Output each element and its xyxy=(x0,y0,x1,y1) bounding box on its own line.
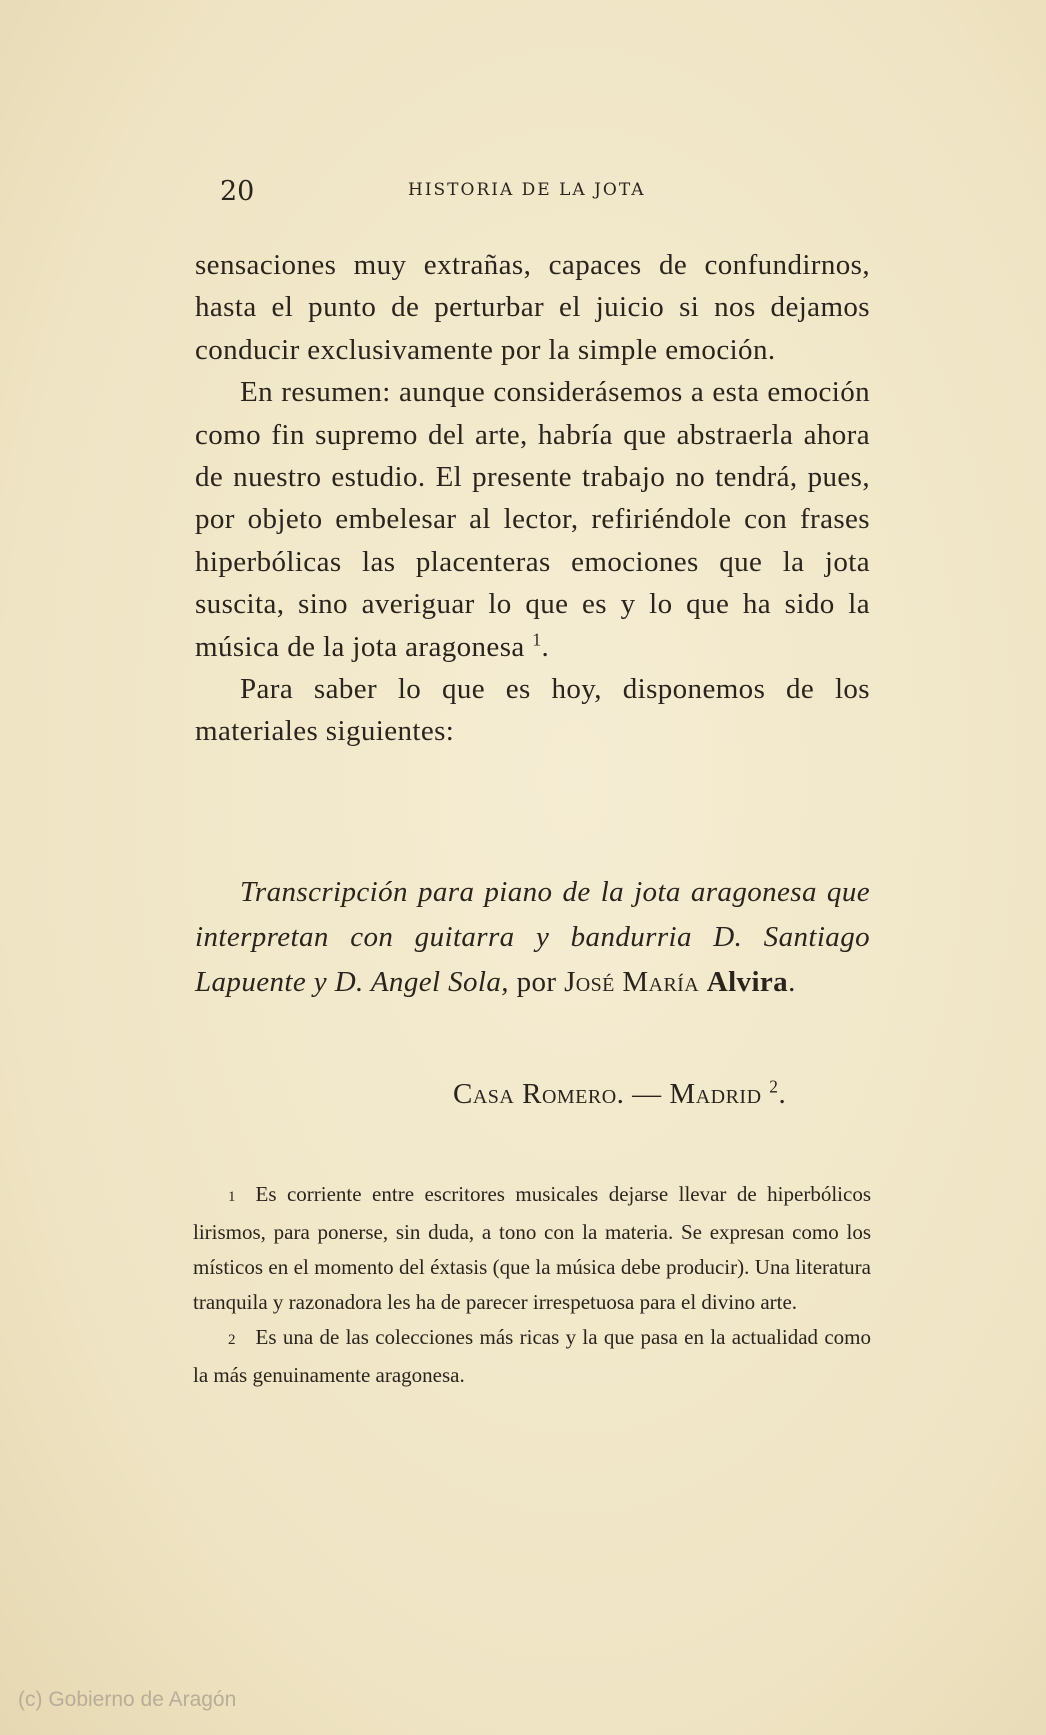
citation-author-last: Alvira xyxy=(706,966,789,998)
publisher-text: Casa Romero. — Madrid xyxy=(453,1078,762,1110)
bibliographic-citation xyxy=(195,870,870,1005)
citation-title: Transcripción para piano de la jota aragonesa que interpretan con guitarra y bandurria D. Santiago Lapuente y D. Angel Sola, xyxy=(195,876,870,998)
footnote-2-text: Es una de las colecciones más ricas y la que pasa en la actualidad como la más genuinamente aragonesa. xyxy=(193,1325,871,1387)
body-text xyxy=(195,244,870,753)
publisher-line xyxy=(453,1078,786,1111)
footnote-1 xyxy=(193,1177,871,1320)
running-title: HISTORIA DE LA JOTA xyxy=(408,180,646,200)
publisher-end: . xyxy=(778,1078,787,1110)
paragraph-2-end: . xyxy=(541,630,550,663)
footnotes xyxy=(193,1177,871,1393)
citation-end: . xyxy=(788,966,796,998)
citation-line xyxy=(195,870,870,1005)
citation-author-first: José María xyxy=(564,966,700,998)
footnote-2 xyxy=(193,1320,871,1393)
paragraph-2 xyxy=(195,371,870,668)
footnote-2-number: 2 xyxy=(228,1332,236,1348)
copyright-watermark: (c) Gobierno de Aragón xyxy=(18,1688,237,1711)
paragraph-1: sensaciones muy extrañas, capaces de confundirnos, hasta el punto de perturbar el juicio si nos dejamos conducir exclusivamente por la simple emoción. xyxy=(195,249,870,366)
footnote-1-text: Es corriente entre escritores musicales dejarse llevar de hiperbólicos lirismos, para ponerse, sin duda, a tono con la materia. Se expresan como los místicos en el momento del éxtasis (que la música debe producir). Una literatura tranquila y razonadora les ha de parecer irrespetuosa para el divino arte. xyxy=(193,1182,871,1314)
page-number: 20 xyxy=(220,176,255,207)
footnote-ref-1: 1 xyxy=(532,629,542,650)
footnote-1-number: 1 xyxy=(228,1189,236,1205)
page-header xyxy=(220,172,870,212)
citation-by: por xyxy=(516,966,557,998)
paragraph-3: Para saber lo que es hoy, disponemos de los materiales siguientes: xyxy=(195,673,870,748)
footnote-ref-2: 2 xyxy=(769,1076,779,1097)
paragraph-2-text: En resumen: aunque considerásemos a esta emoción como fin supremo del arte, habría que abstraerla ahora de nuestro estudio. El presente trabajo no tendrá, pues, por objeto embelesar al lector, refiriéndole con frases hiperbólicas las placenteras emociones que la jota suscita, sino averiguar lo que es y lo que ha sido la música de la jota aragonesa xyxy=(195,376,870,663)
